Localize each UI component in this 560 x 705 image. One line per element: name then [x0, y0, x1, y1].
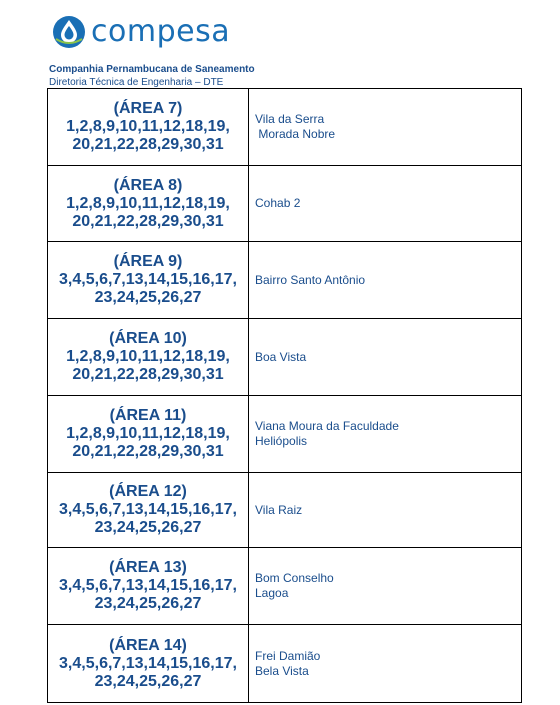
area-label: (ÁREA 13): [109, 559, 187, 576]
water-drop-logo-icon: [52, 15, 86, 49]
area-label: (ÁREA 10): [109, 330, 187, 347]
neighborhood-name: Heliópolis: [255, 434, 308, 448]
neighborhood-name: Bela Vista: [255, 663, 309, 678]
neighborhood-name: Lagoa: [255, 586, 289, 600]
area-numbers: 20,21,22,28,29,30,31: [72, 136, 224, 153]
table-row: [48, 166, 522, 242]
neighborhood-cell: [249, 166, 522, 242]
neighborhood-cell: [249, 548, 522, 625]
neighborhood-name: Morada Nobre: [255, 127, 336, 141]
area-numbers: 1,2,8,9,10,11,12,18,19,: [66, 425, 230, 442]
neighborhood-name: Vila da Serra: [255, 112, 325, 126]
area-label: (ÁREA 8): [113, 176, 183, 194]
neighborhood-name: Bairro Santo Antônio: [255, 272, 366, 287]
neighborhood-cell: [249, 473, 522, 548]
area-numbers: 23,24,25,26,27: [94, 595, 202, 612]
area-numbers: 1,2,8,9,10,11,12,18,19,: [66, 194, 230, 212]
area-numbers: 20,21,22,28,29,30,31: [72, 443, 224, 460]
area-numbers: 3,4,5,6,7,13,14,15,16,17,: [59, 654, 237, 672]
neighborhood-cell: [249, 89, 522, 166]
area-cell: [48, 473, 249, 548]
table-row: [48, 319, 522, 396]
organization-name: Companhia Pernambucana de Saneamento: [49, 64, 255, 75]
area-cell: [48, 625, 249, 703]
area-label: (ÁREA 11): [109, 407, 187, 424]
area-label: (ÁREA 12): [109, 483, 187, 500]
area-cell: [48, 242, 249, 319]
table-row: [48, 473, 522, 548]
area-cell: [48, 319, 249, 396]
neighborhood-name: Viana Moura da Faculdade: [255, 419, 399, 433]
area-numbers: 3,4,5,6,7,13,14,15,16,17,: [59, 501, 237, 518]
neighborhood-name: Boa Vista: [255, 349, 307, 364]
area-cell: [48, 548, 249, 625]
area-numbers: 1,2,8,9,10,11,12,18,19,: [66, 118, 230, 135]
neighborhood-cell: [249, 319, 522, 396]
area-label: (ÁREA 14): [109, 636, 187, 654]
area-label: (ÁREA 9): [113, 253, 183, 270]
table-row: [48, 89, 522, 166]
area-numbers: 20,21,22,28,29,30,31: [72, 212, 224, 230]
table-row: [48, 625, 522, 703]
neighborhood-name: Bom Conselho: [255, 571, 334, 585]
table-row: [48, 396, 522, 473]
area-numbers: 20,21,22,28,29,30,31: [72, 366, 224, 383]
area-cell: [48, 89, 249, 166]
neighborhood-name: Vila Raiz: [255, 502, 303, 517]
area-numbers: 3,4,5,6,7,13,14,15,16,17,: [59, 577, 237, 594]
compesa-logo: [52, 14, 230, 50]
neighborhood-cell: [249, 625, 522, 703]
area-cell: [48, 166, 249, 242]
neighborhood-cell: [249, 396, 522, 473]
areas-table: [47, 88, 522, 703]
area-label: (ÁREA 7): [113, 100, 183, 117]
logo-text: compesa: [91, 14, 231, 49]
area-numbers: 23,24,25,26,27: [94, 519, 202, 536]
table-row: [48, 242, 522, 319]
neighborhood-cell: [249, 242, 522, 319]
area-numbers: 3,4,5,6,7,13,14,15,16,17,: [59, 271, 237, 288]
table-row: [48, 548, 522, 625]
area-cell: [48, 396, 249, 473]
neighborhood-name: Cohab 2: [255, 196, 301, 210]
area-numbers: 23,24,25,26,27: [94, 672, 202, 690]
neighborhood-name: Frei Damião: [255, 648, 321, 663]
area-numbers: 23,24,25,26,27: [94, 289, 202, 306]
area-numbers: 1,2,8,9,10,11,12,18,19,: [66, 348, 230, 365]
department-name: Diretoria Técnica de Engenharia – DTE: [49, 77, 224, 88]
